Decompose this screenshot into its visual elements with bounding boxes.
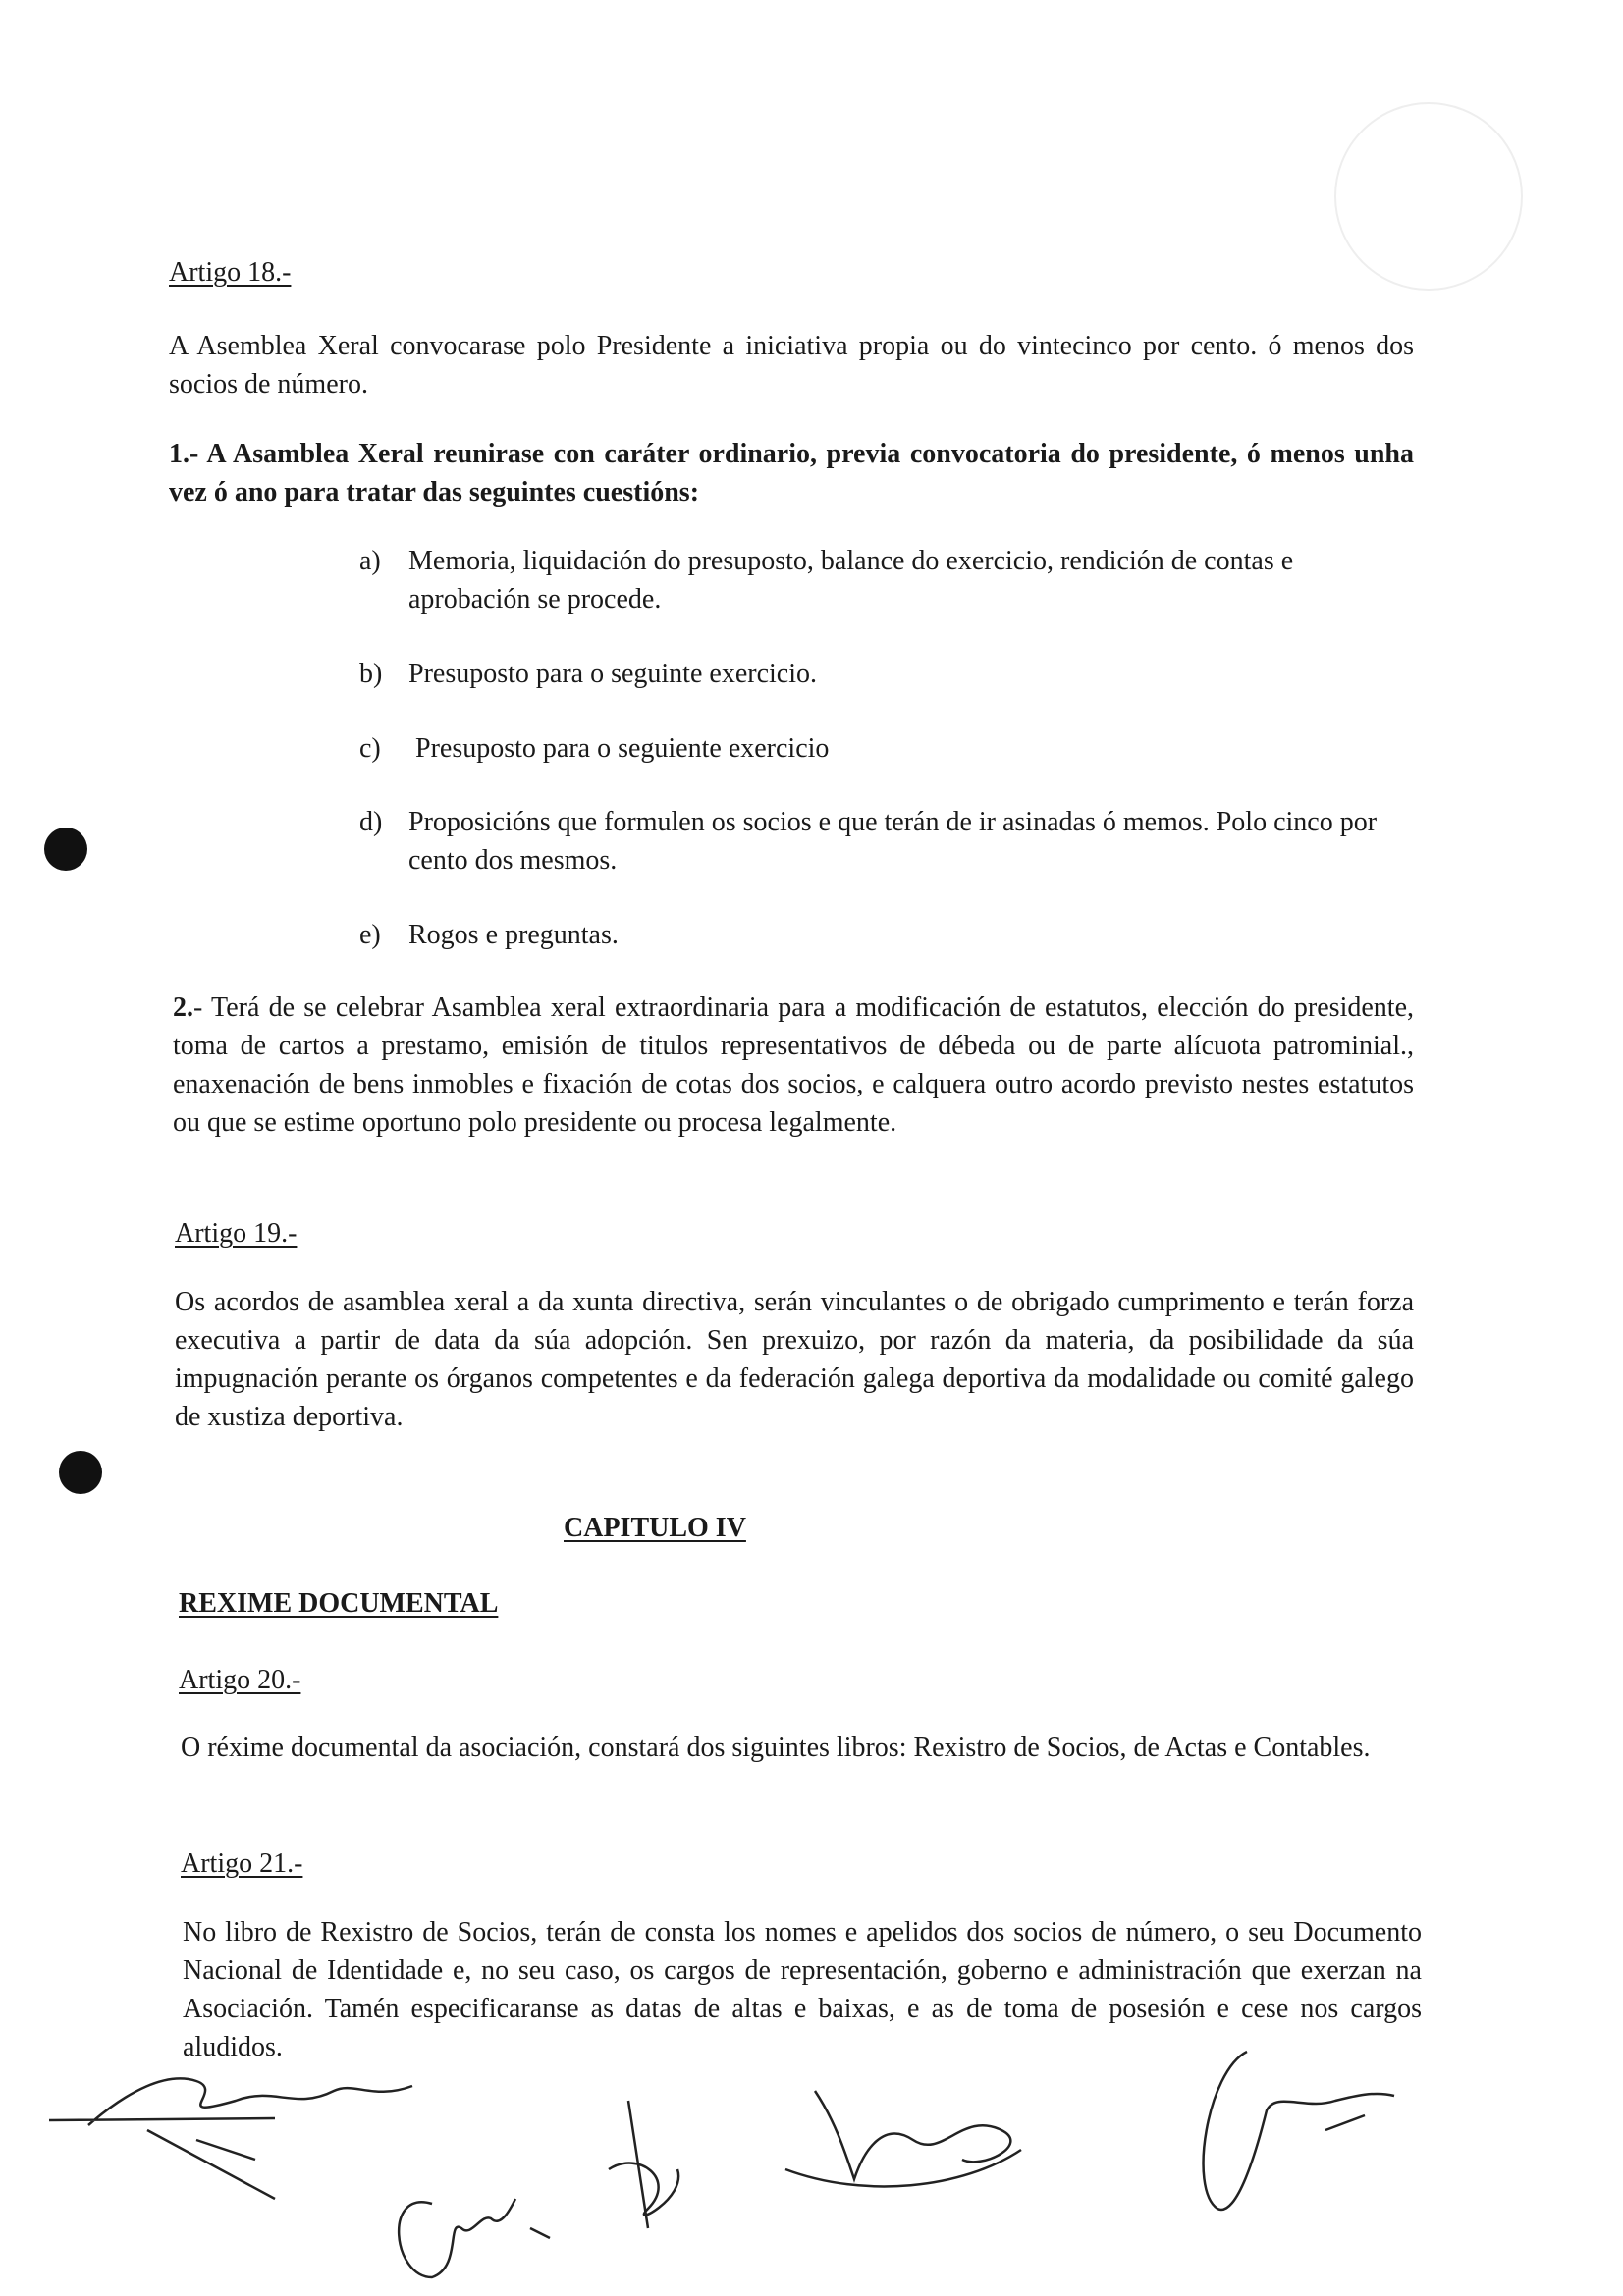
- article-19-text: Os acordos de asamblea xeral a da xunta directiva, serán vinculantes o de obrigado cumprimento e terán forza executiva a partir de data da súa adopción. Sen prexuizo, por razón da materia, da posibilidade da súa impugnación perante os órganos competentes e da federación galega deportiva da modalidade ou comité galego de xustiza deportiva.: [175, 1287, 1414, 1432]
- article-21-heading: Artigo 21.-: [181, 1848, 303, 1879]
- list-label: b): [359, 659, 383, 689]
- list-text: Presuposto para o seguinte exercicio.: [408, 659, 817, 689]
- signature-3: [609, 2101, 678, 2228]
- article-20-text: O réxime documental da asociación, constará dos siguintes libros: Rexistro de Socios, de Actas e Contables.: [181, 1733, 1371, 1763]
- list-label: c): [359, 733, 381, 764]
- signature-5: [1204, 2052, 1394, 2210]
- list-label: e): [359, 920, 381, 950]
- article-18-heading: Artigo 18.-: [169, 257, 292, 288]
- list-text: Rogos e preguntas.: [408, 920, 619, 950]
- article-18-point-2: [173, 988, 1414, 1142]
- signature-1: [49, 2078, 412, 2199]
- point-2-number: 2.: [173, 992, 193, 1023]
- punch-hole: [44, 828, 87, 871]
- signature-4: [785, 2091, 1021, 2186]
- list-text: Memoria, liquidación do presuposto, balance do exercicio, rendición de contas e aprobación se procede.: [408, 546, 1294, 614]
- list-label: a): [359, 546, 381, 576]
- list-label: d): [359, 807, 383, 837]
- list-text: Proposicións que formulen os socios e que terán de ir asinadas ó memos. Polo cinco por cento dos mesmos.: [408, 807, 1378, 876]
- point-2-text: - Terá de se celebrar Asamblea xeral extraordinaria para a modificación de estatutos, elección do presidente, toma de cartos a prestamo, emisión de titulos representativos de débeda ou de parte alícuota patrominial., enaxenación de bens inmobles e fixación de cotas dos socios, e calquera outro acordo previsto nestes estatutos ou que se estime oportuno polo presidente ou procesa legalmente.: [173, 992, 1414, 1138]
- article-21-text: No libro de Rexistro de Socios, terán de consta los nomes e apelidos dos socios de número, o seu Documento Nacional de Identidade e, no seu caso, os cargos de representación, goberno e administración que exerzan na Asociación. Tamén especificaranse as datas de altas e baixas, e as de toma de posesión e cese nos cargos aludidos.: [183, 1917, 1422, 2062]
- list-text: Presuposto para o seguiente exercicio: [408, 733, 830, 764]
- faint-stamp: [1306, 98, 1551, 294]
- chapter-title: CAPITULO IV: [564, 1513, 746, 1543]
- article-20-heading: Artigo 20.-: [179, 1665, 301, 1695]
- article-18-point-1: 1.- A Asamblea Xeral reunirase con caráter ordinario, previa convocatoria do presidente, ó menos unha vez ó ano para tratar das seguintes cuestións:: [169, 439, 1414, 507]
- article-18-intro: A Asemblea Xeral convocarase polo Presidente a iniciativa propia ou do vintecinco por cento. ó menos dos socios de número.: [169, 331, 1414, 400]
- signatures: [0, 2032, 1623, 2296]
- punch-hole: [59, 1451, 102, 1494]
- section-title: REXIME DOCUMENTAL: [179, 1588, 499, 1619]
- article-19-heading: Artigo 19.-: [175, 1218, 298, 1249]
- signature-2: [399, 2199, 550, 2277]
